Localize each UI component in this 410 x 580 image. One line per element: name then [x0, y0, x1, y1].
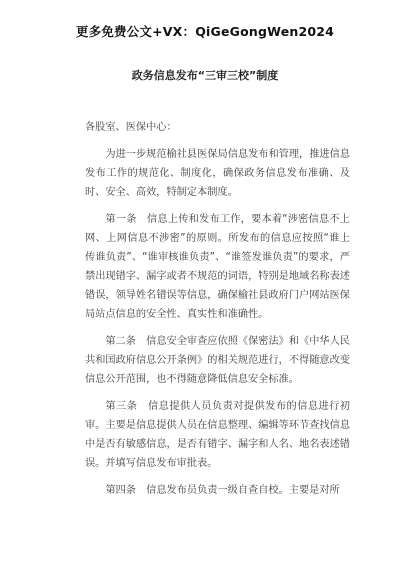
paragraph-article-3: 第三条 信息提供人员负责对提供发布的信息进行初审。主要是信息提供人员在信息整理、编辑等环节查找信息中是否有敏感信息，是否有错字、漏字和人名、地名表述错误。并填写信息发布审批表。 — [85, 401, 350, 469]
paragraph-article-1: 第一条 信息上传和发布工作，要本着“涉密信息不上网、上网信息不涉密”的原则。所发布的信息应按照“谁上传谁负责”、“谁审核谁负责”、“谁签发谁负责”的要求，严禁出现错字、漏字或者不规范的词语，特别是地域名称表述错误，领导姓名错误等信息，确保榆社县政府门户网站医保局站点信息的安全性、真实性和准确性。 — [85, 214, 350, 320]
paragraph-article-4: 第四条 信息发布员负责一级自查自校。主要是对所 — [105, 485, 340, 496]
paragraph-article-2: 第二条 信息安全审查应依照《保密法》和《中华人民共和国政府信息公开条例》的相关规范进行，不得随意改变信息公开范围，也不得随意降低信息安全标准。 — [85, 336, 350, 385]
salutation: 各股室、医保中心： — [85, 122, 177, 133]
paragraph-intro: 为进一步规范榆社县医保局信息发布和管理，推进信息发布工作的规范化、制度化，确保政务信息发布准确、及时、安全、高效，特制定本制度。 — [85, 149, 350, 198]
promo-banner: 更多免费公文+VX：QiGeGongWen2024 — [75, 24, 335, 39]
document-title: 政务信息发布“三审三校”制度 — [131, 69, 279, 82]
document-body — [85, 118, 350, 500]
